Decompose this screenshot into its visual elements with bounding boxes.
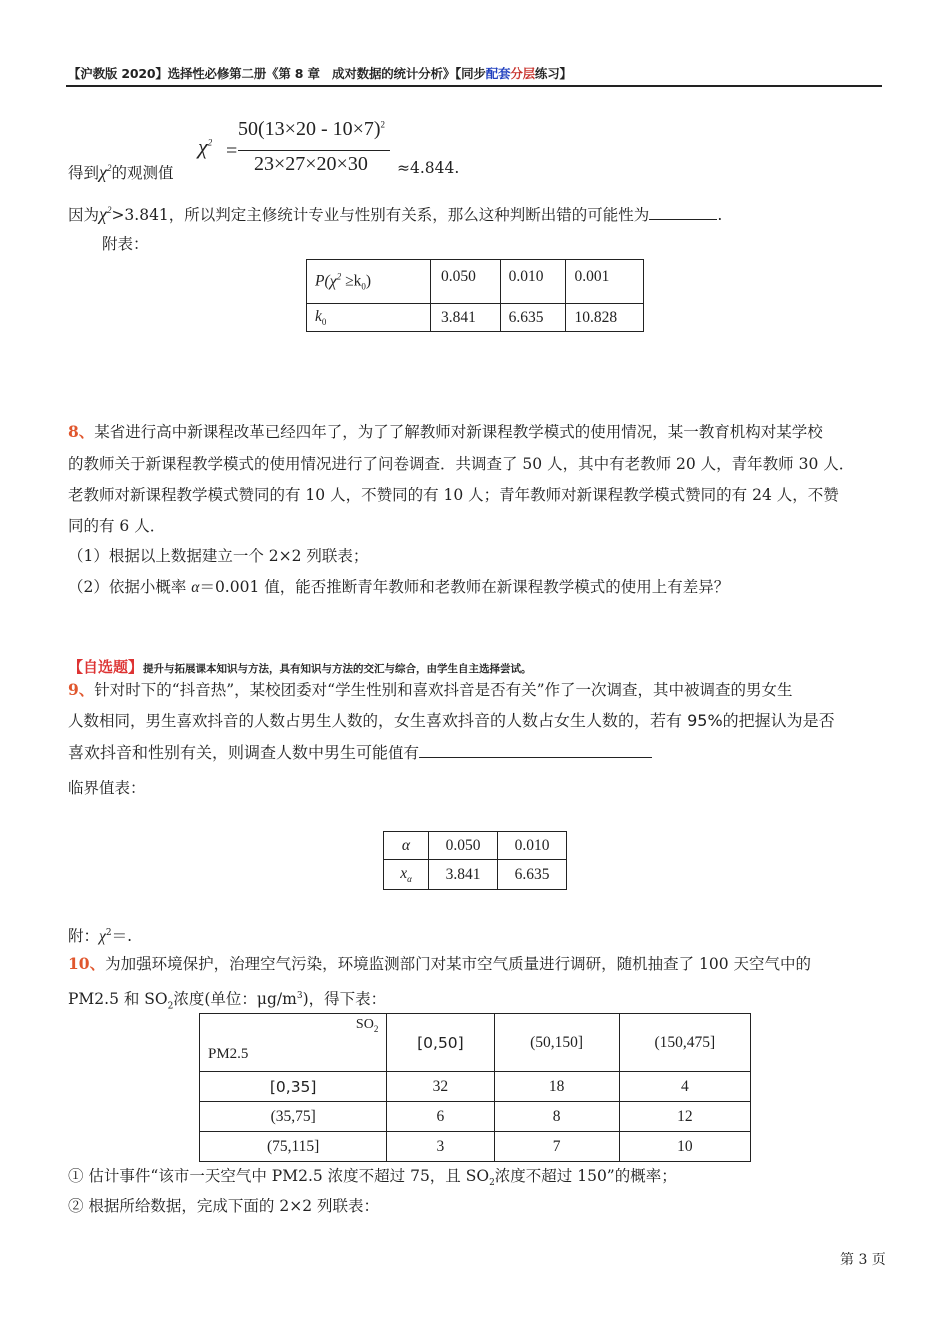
table3-col-header: (50,150] <box>494 1014 619 1072</box>
table3-cell: 10 <box>619 1132 750 1162</box>
q8-line3: 老教师对新课程教学模式赞同的有 10 人，不赞同的有 10 人；青年教师对新课程教学模式赞同的有 24 人，不赞 <box>68 486 839 504</box>
q7-because-line: 因为$\chi^2>3.841$，所以判定主修统计专业与性别有关系，那么这种判断出错的可能性为 . <box>68 204 723 224</box>
critical-value-table-2 <box>383 831 567 890</box>
table1-cell: 6.635 <box>500 304 566 332</box>
table3-cell: 6 <box>387 1102 494 1132</box>
q9-line3: 喜欢抖音和性别有关，则调查人数中男生可能值有 <box>68 743 652 763</box>
q8-line1: 8、某省进行高中新课程改革已经四年了，为了了解教师对新课程教学模式的使用情况，某一教育机构对某学校 <box>68 422 823 441</box>
table3-cell: 8 <box>494 1102 619 1132</box>
header-highlight-blue: 配套 <box>485 66 511 81</box>
q8-number: 8、 <box>68 422 95 441</box>
table3-col-header: [0,50] <box>387 1014 494 1072</box>
q8-sub2: （2）依据小概率 α＝0.001 值，能否推断青年教师和老教师在新课程教学模式的使用上有差异？ <box>68 578 730 596</box>
table3-row-label: [0,35] <box>200 1072 387 1102</box>
table1-cell: 3.841 <box>431 304 501 332</box>
q9-critical-label: 临界值表： <box>68 779 146 797</box>
table1-cell: 0.010 <box>500 260 566 304</box>
table1-row1-label: $P(\chi^2 \ge k_0)$ <box>307 260 431 304</box>
formula-numerator: $50(13\times 20 - 10\times 7)^2$ <box>238 118 386 140</box>
table1-cell: 0.001 <box>566 260 644 304</box>
page-number: 第 3 页 <box>840 1252 886 1268</box>
q10-item1: ① 估计事件“该市一天空气中 PM2.5 浓度不超过 75，且 $SO_2$浓度不超过 150”的概率； <box>68 1167 677 1189</box>
q10-line1: 10、为加强环境保护，治理空气污染，环境监测部门对某市空气质量进行调研，随机抽查了 100 天空气中的 <box>68 954 812 973</box>
table3-cell: 18 <box>494 1072 619 1102</box>
appendix-label: 附表： <box>102 235 149 253</box>
q8-line4: 同的有 6 人． <box>68 517 166 535</box>
page-header <box>68 64 572 82</box>
q10-line2: PM2.5 和 $SO_2$浓度(单位：$\mu g/m^3$)，得下表： <box>68 990 387 1012</box>
table2-cell: 3.841 <box>429 860 498 890</box>
table3-corner-so2: $SO_2$ <box>355 1017 379 1034</box>
formula-chi-symbol: $\chi^2$ <box>198 134 213 159</box>
table3-cell: 32 <box>387 1072 494 1102</box>
table2-cell: 6.635 <box>498 860 567 890</box>
table3-corner-cell <box>200 1014 387 1072</box>
table3-row-label: (35,75] <box>200 1102 387 1132</box>
answer-blank[interactable] <box>649 205 717 220</box>
q10-item2: ② 根据所给数据，完成下面的 2×2 列联表： <box>68 1197 379 1215</box>
q9-line2: 人数相同，男生喜欢抖音的人数占男生人数的，女生喜欢抖音的人数占女生人数的，若有 95%的把握认为是否 <box>68 711 835 730</box>
table3-col-header: (150,475] <box>619 1014 750 1072</box>
q10-number: 10、 <box>68 954 106 973</box>
optional-tag: 【自选题】 <box>68 658 144 676</box>
table3-cell: 12 <box>619 1102 750 1132</box>
table2-header-alpha: α <box>384 832 429 860</box>
formula-denominator: 23×27×20×30 <box>254 153 368 175</box>
header-title-end: 练习】 <box>534 66 572 81</box>
q7-obtain-line: 得到$\chi^2$的观测值 <box>68 162 174 182</box>
q8-line2: 的教师关于新课程教学模式的使用情况进行了问卷调查．共调查了 50 人，其中有老教师 20 人，青年教师 30 人． <box>68 455 855 473</box>
table2-cell: 0.010 <box>498 832 567 860</box>
table2-row-label: $x_\alpha$ <box>384 860 429 890</box>
critical-value-table-1 <box>306 259 644 332</box>
table3-cell: 3 <box>387 1132 494 1162</box>
formula-fraction-bar <box>238 150 390 151</box>
q9-line1: 9、针对时下的“抖音热”，某校团委对“学生性别和喜欢抖音是否有关”作了一次调查，其中被调查的男女生 <box>68 680 793 699</box>
table1-cell: 10.828 <box>566 304 644 332</box>
q9-number: 9、 <box>68 680 95 699</box>
table3-cell: 7 <box>494 1132 619 1162</box>
header-highlight-red: 分层 <box>510 66 535 81</box>
q9-note: 附：$\chi^2=$. <box>68 927 133 946</box>
header-title: 【沪教版 2020】选择性必修第二册《第 8 章 成对数据的统计分析》【同步 <box>68 66 486 81</box>
table3-row-label: (75,115] <box>200 1132 387 1162</box>
table3-corner-pm25: PM2.5 <box>208 1046 249 1062</box>
q8-sub1: （1）根据以上数据建立一个 2×2 列联表； <box>68 547 369 565</box>
table3-cell: 4 <box>619 1072 750 1102</box>
optional-description: 提升与拓展课本知识与方法，具有知识与方法的交汇与综合，由学生自主选择尝试。 <box>143 663 532 675</box>
q7-approx-value: ≈4.844. <box>397 159 460 177</box>
table1-cell: 0.050 <box>431 260 501 304</box>
table2-cell: 0.050 <box>429 832 498 860</box>
air-quality-table <box>199 1013 751 1162</box>
table1-row2-label: $k_0$ <box>307 304 431 332</box>
answer-blank[interactable] <box>419 743 652 758</box>
formula-equals: = <box>226 140 238 162</box>
optional-section-heading <box>68 656 532 677</box>
header-divider <box>66 85 882 87</box>
